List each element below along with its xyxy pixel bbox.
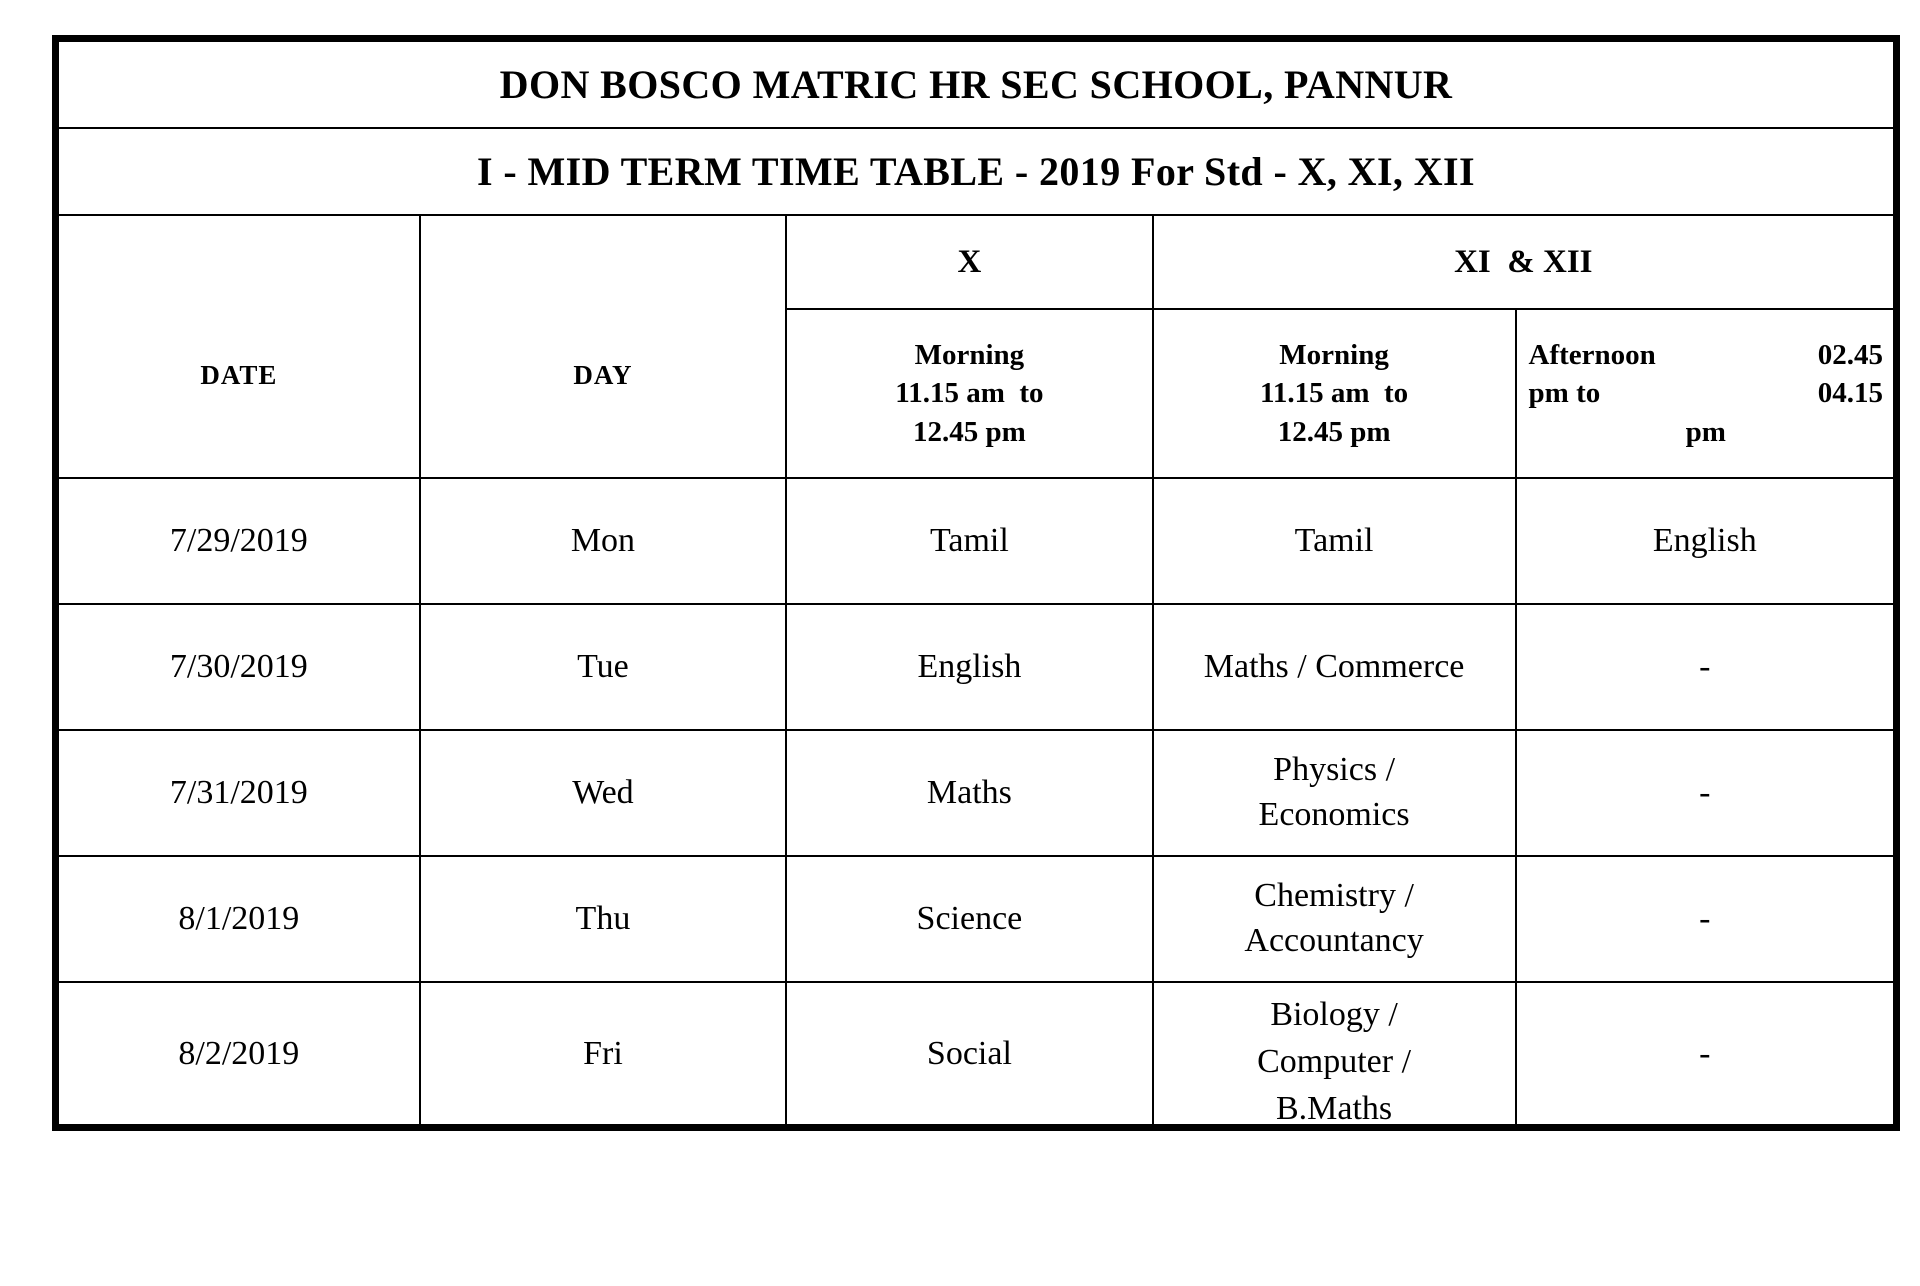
row-x-morning-subject: Science xyxy=(786,856,1152,982)
row-xi-morning-lines xyxy=(1154,519,1515,564)
row-day: Tue xyxy=(420,604,786,730)
subject-line: Maths / Commerce xyxy=(1203,648,1465,686)
row-xi-morning-subject xyxy=(1153,856,1516,982)
subject-line: B.Maths xyxy=(1275,1089,1393,1127)
row-xi-morning-subject xyxy=(1153,982,1516,1125)
header-xi-afternoon-line3: pm xyxy=(1685,415,1726,448)
header-xi-afternoon-label: Afternoon xyxy=(1528,339,1656,372)
row-xi-afternoon-subject: English xyxy=(1516,478,1894,604)
table-row xyxy=(58,982,1894,1125)
subject-line: Tamil xyxy=(1294,521,1374,559)
header-xi-afternoon-start: 02.45 xyxy=(1817,339,1883,372)
header-x-morning-line2: 11.15 am to xyxy=(895,377,1044,410)
header-x-morning-line1: Morning xyxy=(914,339,1025,372)
term-title: I - MID TERM TIME TABLE - 2019 For Std - X, XI, XII xyxy=(58,128,1894,215)
header-xi-morning-line2: 11.15 am to xyxy=(1259,377,1409,410)
row-day: Thu xyxy=(420,856,786,982)
row-xi-afternoon-subject: - xyxy=(1516,982,1894,1125)
table-row xyxy=(58,730,1894,856)
term-title-row xyxy=(58,128,1894,215)
subject-line: Physics / xyxy=(1273,751,1396,789)
school-title: DON BOSCO MATRIC HR SEC SCHOOL, PANNUR xyxy=(58,41,1894,128)
table-row xyxy=(58,478,1894,604)
subject-line: Economics xyxy=(1258,796,1410,833)
header-group-x: X xyxy=(786,215,1152,309)
header-xi-afternoon-pmto: pm to xyxy=(1528,377,1601,410)
table-row xyxy=(58,604,1894,730)
header-xi-afternoon-line1 xyxy=(1529,336,1883,374)
header-x-morning-line3: 12.45 pm xyxy=(913,415,1026,448)
school-title-row xyxy=(58,41,1894,128)
table-row xyxy=(58,856,1894,982)
row-xi-morning-subject xyxy=(1153,730,1516,856)
row-x-morning-subject: Social xyxy=(786,982,1152,1125)
row-x-morning-subject: Maths xyxy=(786,730,1152,856)
row-day: Fri xyxy=(420,982,786,1125)
row-xi-morning-subject xyxy=(1153,604,1516,730)
row-x-morning-subject: English xyxy=(786,604,1152,730)
row-date: 8/2/2019 xyxy=(58,982,420,1125)
subject-line: Computer / xyxy=(1257,1042,1412,1080)
subject-line: Accountancy xyxy=(1244,922,1424,959)
header-xi-afternoon-end: 04.15 xyxy=(1817,377,1883,410)
row-date: 7/31/2019 xyxy=(58,730,420,856)
header-xi-morning-line1: Morning xyxy=(1279,339,1389,372)
timetable xyxy=(57,40,1895,1126)
row-day: Mon xyxy=(420,478,786,604)
header-xi-afternoon-line2 xyxy=(1529,374,1883,412)
header-xi-morning-line3: 12.45 pm xyxy=(1277,415,1391,448)
subject-line: Biology / xyxy=(1270,996,1398,1033)
row-date: 7/30/2019 xyxy=(58,604,420,730)
header-day-cell xyxy=(420,215,786,478)
header-group-row xyxy=(58,215,1894,309)
header-day-label: DAY xyxy=(573,360,633,390)
header-x-morning xyxy=(786,309,1152,478)
subject-line: Chemistry / xyxy=(1254,877,1414,915)
header-xi-morning xyxy=(1153,309,1516,478)
row-day: Wed xyxy=(420,730,786,856)
row-xi-afternoon-subject: - xyxy=(1516,856,1894,982)
row-date: 8/1/2019 xyxy=(58,856,420,982)
header-date-label: DATE xyxy=(200,360,278,390)
row-xi-morning-lines xyxy=(1154,874,1515,964)
timetable-frame xyxy=(52,35,1900,1131)
row-xi-morning-lines xyxy=(1154,748,1515,838)
header-group-xi-xii: XI & XII xyxy=(1153,215,1894,309)
row-xi-afternoon-subject: - xyxy=(1516,730,1894,856)
row-xi-afternoon-subject: - xyxy=(1516,604,1894,730)
row-xi-morning-subject xyxy=(1153,478,1516,604)
row-date: 7/29/2019 xyxy=(58,478,420,604)
header-xi-afternoon xyxy=(1516,309,1894,478)
row-xi-morning-lines xyxy=(1154,992,1515,1133)
header-date-cell xyxy=(58,215,420,478)
row-x-morning-subject: Tamil xyxy=(786,478,1152,604)
